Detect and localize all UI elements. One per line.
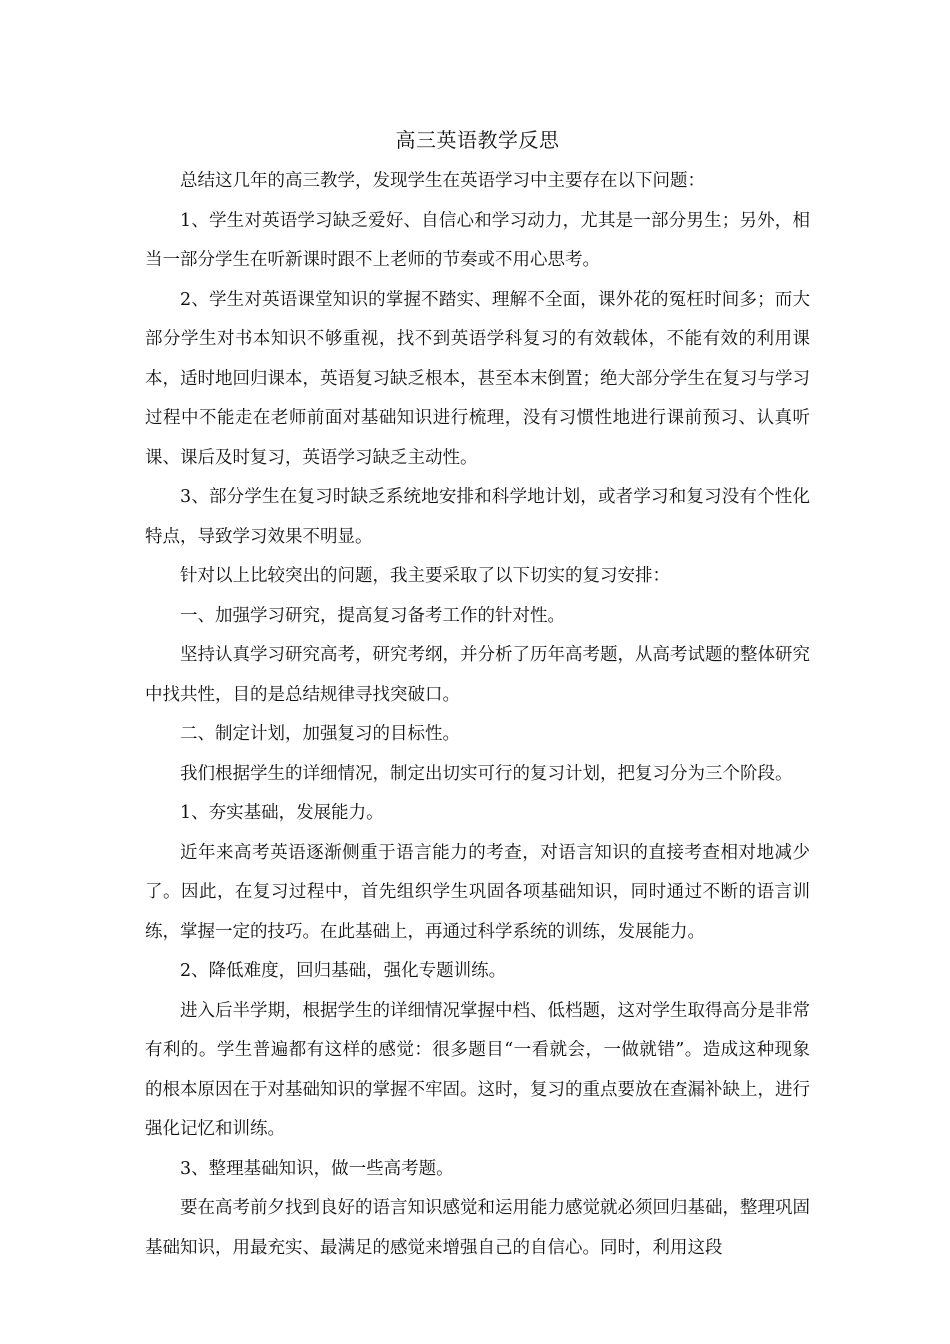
paragraph: 进入后半学期，根据学生的详细情况掌握中档、低档题，这对学生取得高分是非常有利的。学生普遍都有这样的感觉：很多题目“一看就会，一做就错”。造成这种现象的根本原因在于对基础知识的掌握不牢固。这时，复习的重点要放在查漏补缺上，进行强化记忆和训练。 (145, 1000, 810, 1139)
section-heading: 二、制定计划，加强复习的目标性。 (180, 724, 460, 744)
paragraph: 总结这几年的高三教学，发现学生在英语学习中主要存在以下问题： (180, 171, 705, 191)
subsection-heading: 1、夯实基础，发展能力。 (180, 803, 384, 823)
subsection-heading: 2、降低难度，回归基础，强化专题训练。 (180, 961, 507, 981)
subsection-heading: 3、整理基础知识，做一些高考题。 (180, 1158, 454, 1179)
paragraph: 针对以上比较突出的问题，我主要采取了以下切实的复习安排： (180, 566, 670, 586)
paragraph: 要在高考前夕找到良好的语言知识感觉和运用能力感觉就必须回归基础，整理巩固基础知识，用最充实、最满足的感觉来增强自己的自信心。同时，利用这段 (145, 1198, 810, 1258)
section-heading: 一、加强学习研究，提高复习备考工作的针对性。 (180, 605, 565, 626)
document-title: 高三英语教学反思 (395, 128, 560, 152)
document-page (145, 120, 810, 1268)
paragraph: 3、部分学生在复习时缺乏系统地安排和科学地计划，或者学习和复习没有个性化特点，导致学习效果不明显。 (145, 487, 810, 547)
paragraph: 2、学生对英语课堂知识的掌握不踏实、理解不全面，课外花的冤枉时间多；而大部分学生对书本知识不够重视，找不到英语学科复习的有效载体，不能有效的利用课本，适时地回归课本，英语复习缺乏根本，甚至本末倒置；绝大部分学生在复习与学习过程中不能走在老师前面对基础知识进行梳理，没有习惯性地进行课前预习、认真听课、课后及时复习，英语学习缺乏主动性。 (145, 289, 810, 468)
paragraph: 坚持认真学习研究高考，研究考纲，并分析了历年高考题，从高考试题的整体研究中找共性，目的是总结规律寻找突破口。 (145, 645, 810, 705)
paragraph: 1、学生对英语学习缺乏爱好、自信心和学习动力，尤其是一部分男生；另外，相当一部分学生在听新课时跟不上老师的节奏或不用心思考。 (145, 210, 810, 270)
paragraph: 近年来高考英语逐渐侧重于语言能力的考查，对语言知识的直接考查相对地减少了。因此，在复习过程中，首先组织学生巩固各项基础知识，同时通过不断的语言训练，掌握一定的技巧。在此基础上，再通过科学系统的训练，发展能力。 (145, 842, 810, 942)
paragraph: 我们根据学生的详细情况，制定出切实可行的复习计划，把复习分为三个阶段。 (180, 763, 793, 784)
